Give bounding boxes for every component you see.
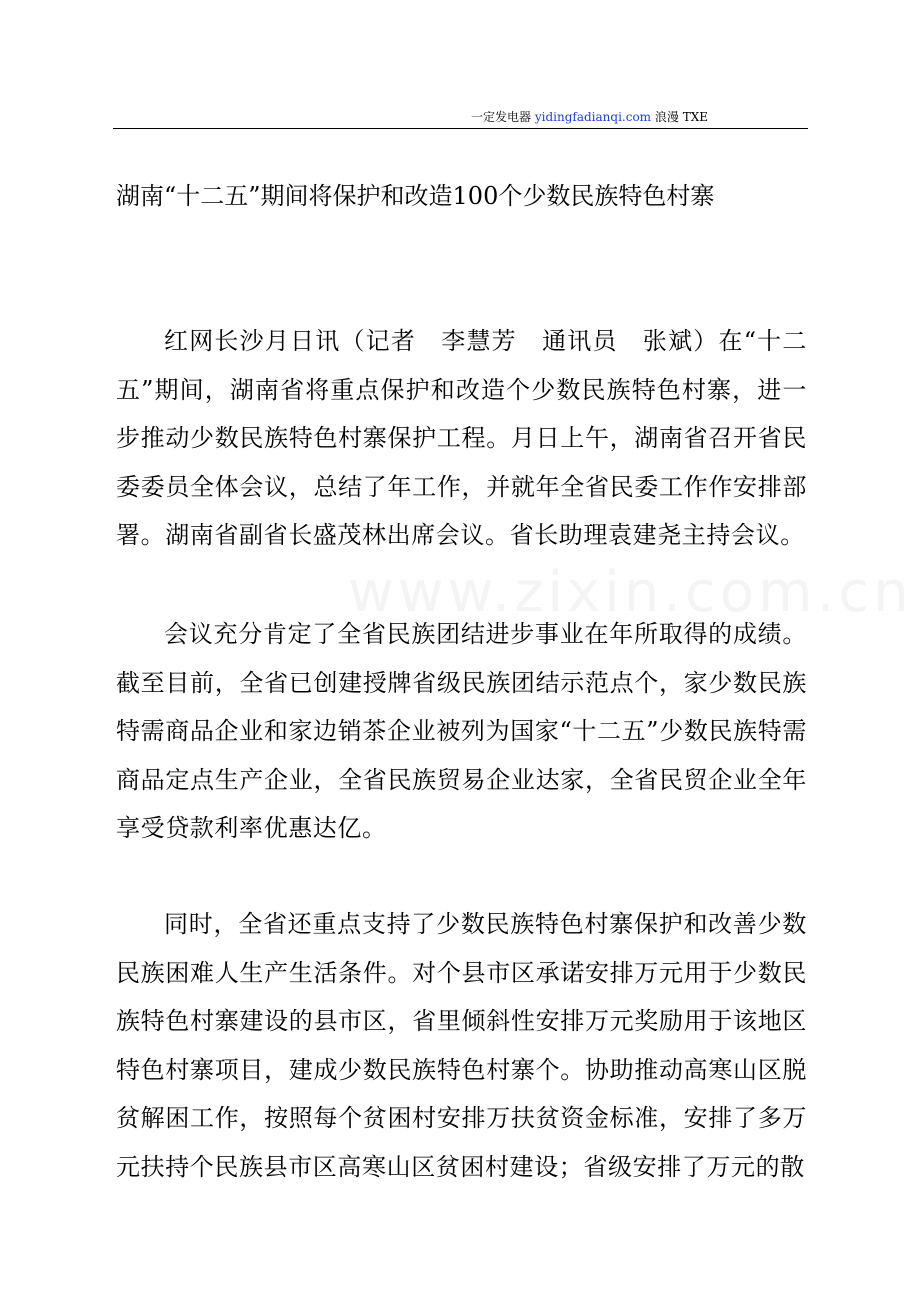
paragraph-3: 同时，全省还重点支持了少数民族特色村寨保护和改善少数民族困难人生产生活条件。对个县市区承诺安排万元用于少数民族特色村寨建设的县市区，省里倾斜性安排万元奖励用于该地区特色村寨项目，建成少数民族特色村寨个。协助推动高寒山区脱贫解困工作，按照每个贫困村安排万扶贫资金标准，安排了多万元扶持个民族县市区高寒山区贫困村建设；省级安排了万元的散 bbox=[116, 910, 807, 1181]
paragraph-1: 红网长沙月日讯（记者 李慧芳 通讯员 张斌）在“十二五”期间，湖南省将重点保护和改造个少数民族特色村寨，进一步推动少数民族特色村寨保护工程。月日上午，湖南省召开省民委委员全体会议，总结了年工作，并就年全省民委工作作安排部署。湖南省副省长盛茂林出席会议。省长助理袁建尧主持会议。 bbox=[116, 327, 807, 549]
header-prefix: 一定发电器 bbox=[471, 110, 532, 124]
page-header bbox=[471, 109, 708, 125]
document-title: 湖南“十二五”期间将保护和改造100个少数民族特色村寨 bbox=[116, 182, 715, 210]
header-link[interactable]: yidingfadianqi.com bbox=[534, 110, 652, 124]
watermark: www.zixin.com.cn bbox=[348, 560, 913, 625]
paragraph-2: 会议充分肯定了全省民族团结进步事业在年所取得的成绩。截至目前，全省已创建授牌省级民族团结示范点个，家少数民族特需商品企业和家边销茶企业被列为国家“十二五”少数民族特需商品定点生产企业，全省民族贸易企业达家，全省民贸企业全年享受贷款利率优惠达亿。 bbox=[116, 620, 807, 842]
header-suffix: 浪漫 TXE bbox=[654, 110, 708, 124]
header-divider bbox=[113, 128, 808, 129]
